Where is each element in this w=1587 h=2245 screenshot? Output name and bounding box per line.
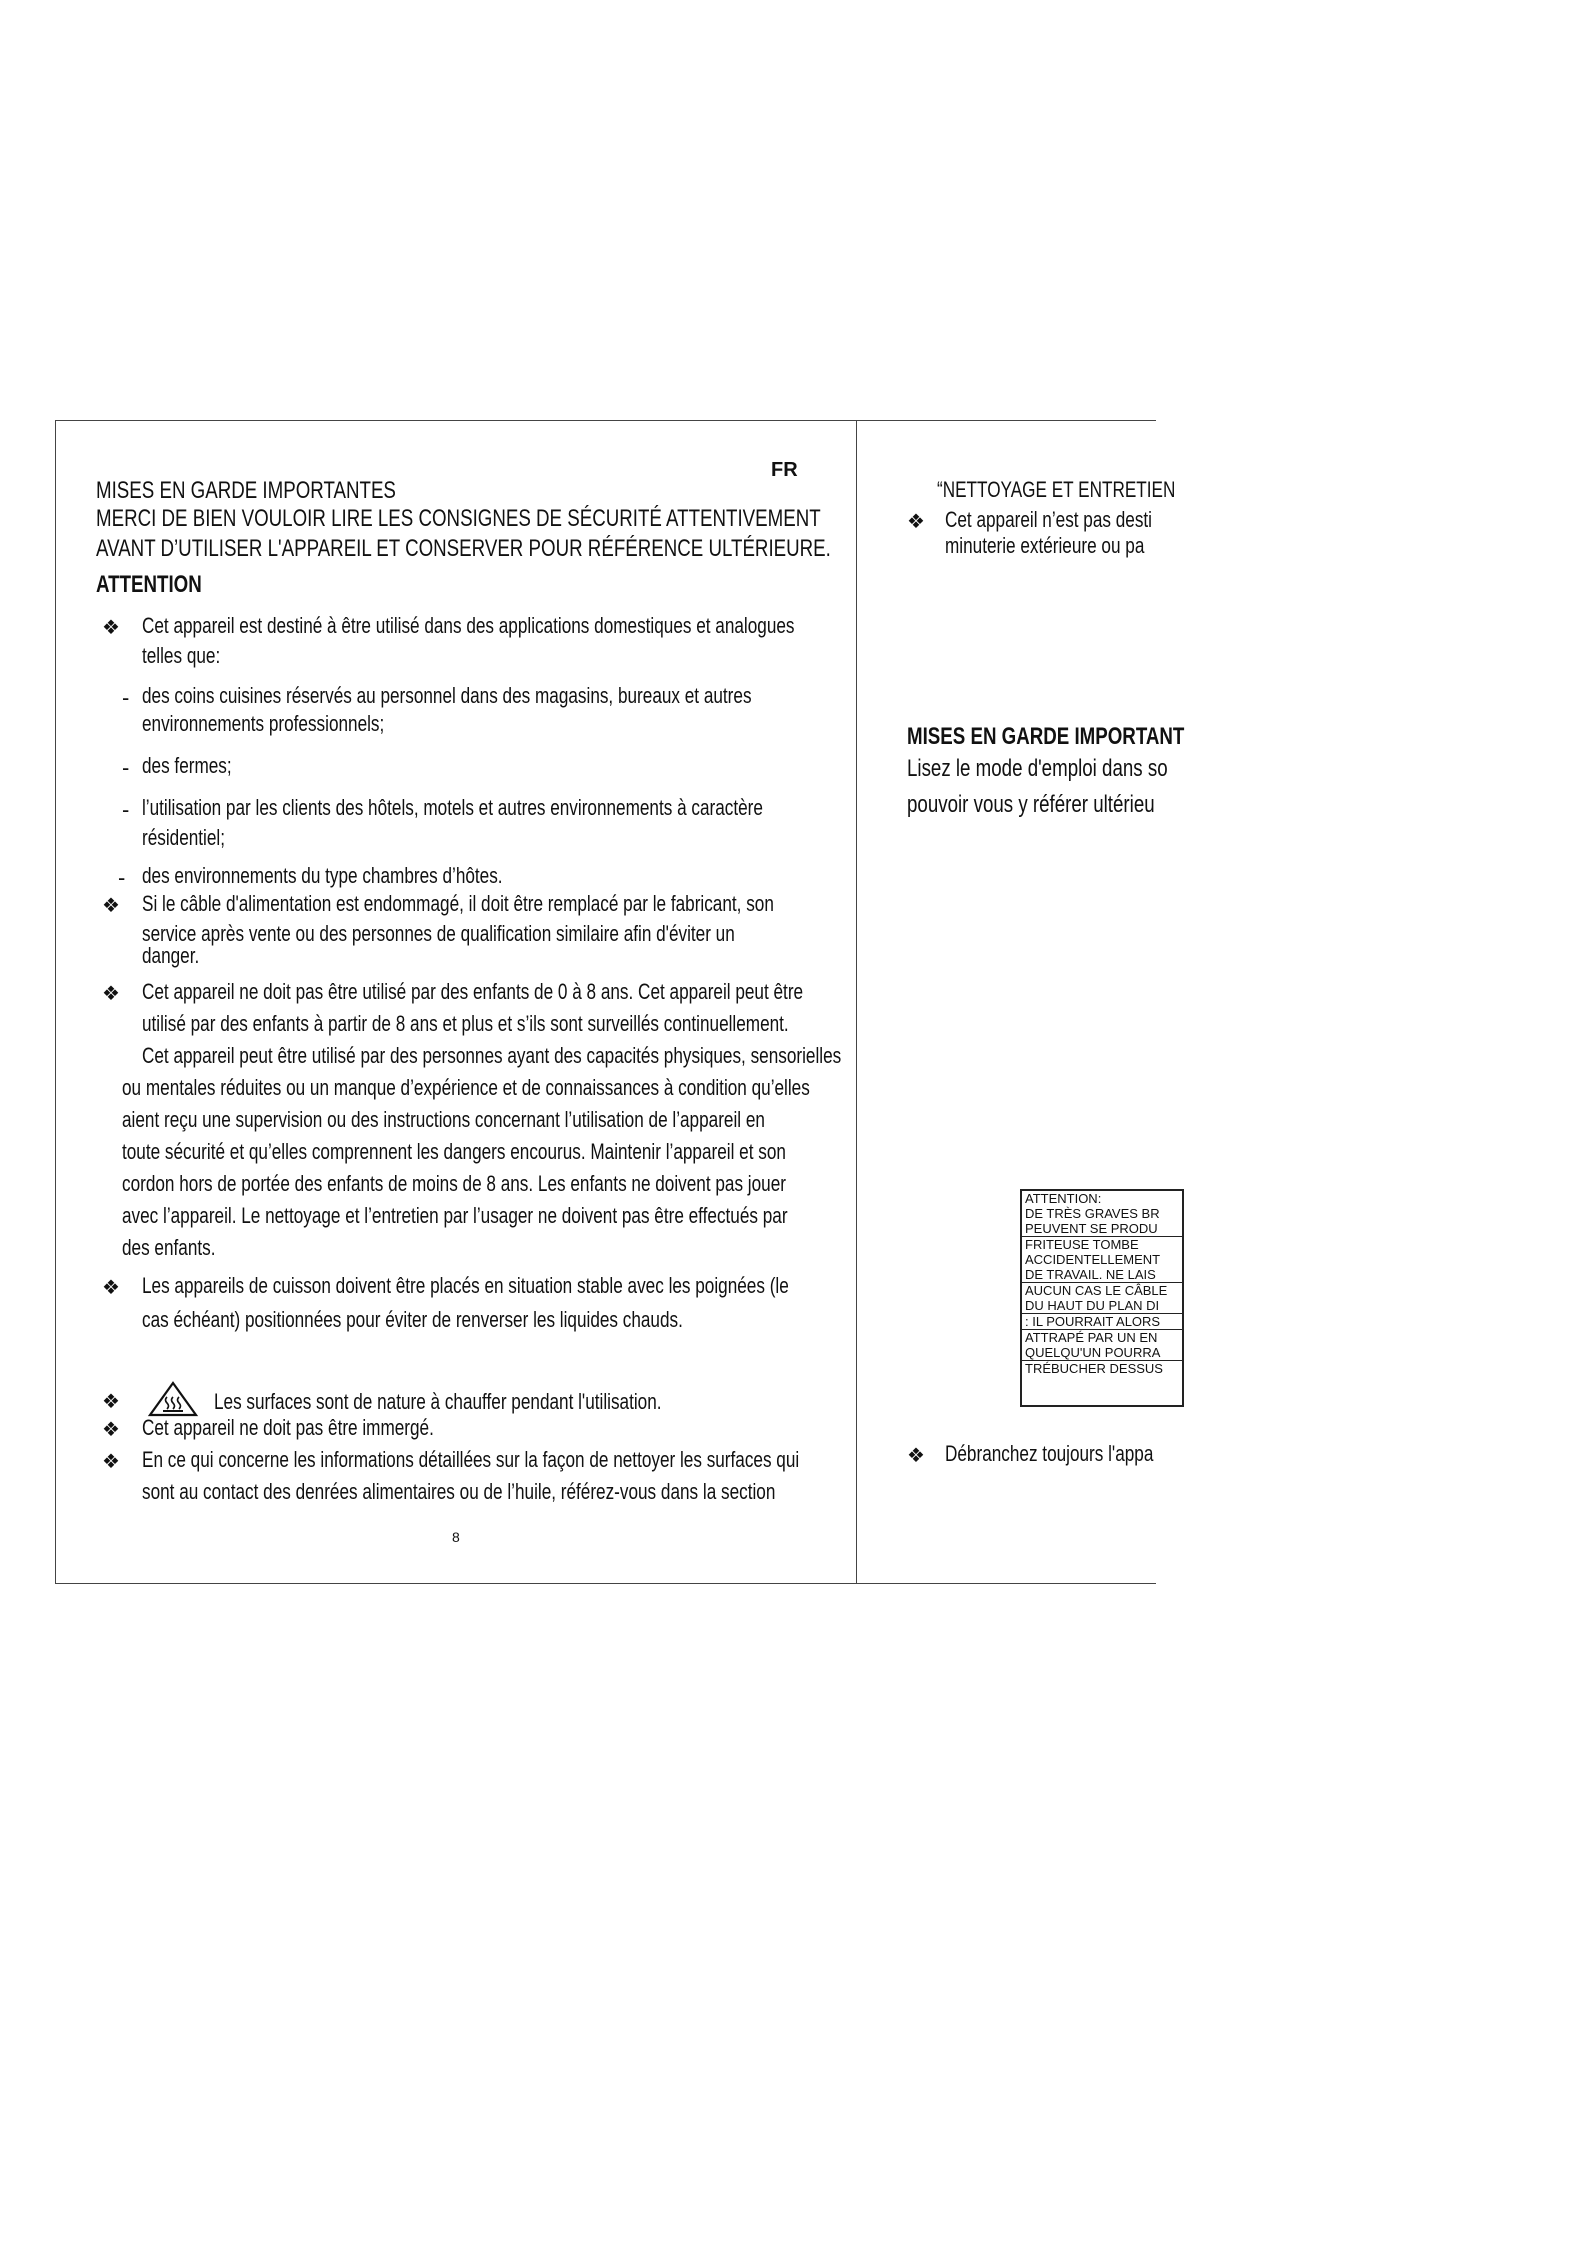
page-title: MISES EN GARDE IMPORTANTES bbox=[96, 477, 396, 504]
right-paragraph-1-line-1: Cet appareil n’est pas desti bbox=[945, 507, 1152, 532]
warning-line: FRITEUSE TOMBE bbox=[1022, 1236, 1182, 1252]
warning-line: PEUVENT SE PRODU bbox=[1025, 1221, 1158, 1236]
instruction-line-2: AVANT D’UTILISER L'APPAREIL ET CONSERVER POUR RÉFÉRENCE ULTÉRIEURE. bbox=[96, 535, 831, 562]
warning-line: TRÉBUCHER DESSUS bbox=[1022, 1360, 1182, 1376]
warning-line: ATTENTION: bbox=[1025, 1191, 1102, 1206]
paragraph-3-line-3: Cet appareil peut être utilisé par des personnes ayant des capacités physiques, sensorielles bbox=[142, 1043, 842, 1068]
dash-item-1-line-1: des coins cuisines réservés au personnel dans des magasins, bureaux et autres bbox=[142, 683, 752, 708]
dash-marker: - bbox=[122, 797, 130, 822]
warning-line: DE TRAVAIL. NE LAIS bbox=[1025, 1267, 1156, 1282]
right-paragraph-2-line-1: Lisez le mode d'emploi dans so bbox=[907, 755, 1168, 782]
paragraph-2-line-2: service après vente ou des personnes de qualification similaire afin d'éviter un bbox=[142, 921, 735, 946]
paragraph-3-line-5: aient reçu une supervision ou des instructions concernant l’utilisation de l’appareil en bbox=[122, 1107, 765, 1132]
warning-line: ATTRAPÉ PAR UN EN bbox=[1022, 1329, 1182, 1345]
diamond-bullet-icon: ❖ bbox=[102, 893, 120, 917]
attention-heading: ATTENTION bbox=[96, 571, 202, 598]
right-page bbox=[857, 421, 1185, 1583]
paragraph-3-line-7: cordon hors de portée des enfants de moins de 8 ans. Les enfants ne doivent pas jouer bbox=[122, 1171, 786, 1196]
right-paragraph-3: Débranchez toujours l'appa bbox=[945, 1441, 1154, 1466]
paragraph-7-line-1: En ce qui concerne les informations détaillées sur la façon de nettoyer les surfaces qui bbox=[142, 1447, 800, 1472]
warning-line: ACCIDENTELLEMENT bbox=[1025, 1252, 1161, 1267]
dash-item-1-line-2: environnements professionnels; bbox=[142, 711, 385, 736]
right-paragraph-2-line-2: pouvoir vous y référer ultérieu bbox=[907, 791, 1155, 818]
dash-item-3-line-2: résidentiel; bbox=[142, 825, 225, 850]
instruction-line-1: MERCI DE BIEN VOULOIR LIRE LES CONSIGNES DE SÉCURITÉ ATTENTIVEMENT bbox=[96, 505, 821, 532]
diamond-bullet-icon: ❖ bbox=[102, 1417, 120, 1441]
paragraph-3-line-9: des enfants. bbox=[122, 1235, 216, 1260]
diamond-bullet-icon: ❖ bbox=[102, 1275, 120, 1299]
paragraph-6: Cet appareil ne doit pas être immergé. bbox=[142, 1415, 434, 1440]
page-number: 8 bbox=[452, 1529, 460, 1545]
manual-spread bbox=[55, 420, 1185, 1584]
paragraph-4-line-2: cas échéant) positionnées pour éviter de renverser les liquides chauds. bbox=[142, 1307, 683, 1332]
dash-marker: - bbox=[122, 755, 130, 780]
dash-item-2: des fermes; bbox=[142, 753, 232, 778]
paragraph-3-line-6: toute sécurité et qu’elles comprennent les dangers encourus. Maintenir l’appareil et son bbox=[122, 1139, 786, 1164]
diamond-bullet-icon: ❖ bbox=[102, 1389, 120, 1413]
dash-marker: - bbox=[122, 685, 130, 710]
paragraph-3-line-2: utilisé par des enfants à partir de 8 ans et plus et s’ils sont surveillés continuellement. bbox=[142, 1011, 789, 1036]
diamond-bullet-icon: ❖ bbox=[907, 1443, 925, 1467]
paragraph-7-line-2: sont au contact des denrées alimentaires ou de l’huile, référez-vous dans la section bbox=[142, 1479, 776, 1504]
right-section-heading: “NETTOYAGE ET ENTRETIEN bbox=[937, 477, 1176, 502]
warning-line: : IL POURRAIT ALORS bbox=[1022, 1313, 1182, 1329]
paragraph-3-line-4: ou mentales réduites ou un manque d’expérience et de connaissances à condition qu’elles bbox=[122, 1075, 810, 1100]
paragraph-2-line-1: Si le câble d'alimentation est endommagé, il doit être remplacé par le fabricant, son bbox=[142, 891, 774, 916]
warning-line: AUCUN CAS LE CÂBLE bbox=[1022, 1282, 1182, 1298]
paragraph-2-line-3: danger. bbox=[142, 943, 200, 968]
diamond-bullet-icon: ❖ bbox=[102, 615, 120, 639]
warning-line: DE TRÈS GRAVES BR bbox=[1025, 1206, 1160, 1221]
dash-item-4: des environnements du type chambres d’hôtes. bbox=[142, 863, 503, 888]
paragraph-4-line-1: Les appareils de cuisson doivent être placés en situation stable avec les poignées (le bbox=[142, 1273, 789, 1298]
right-heading: MISES EN GARDE IMPORTANT bbox=[907, 723, 1185, 750]
paragraph-1-line-1: Cet appareil est destiné à être utilisé dans des applications domestiques et analogues bbox=[142, 613, 795, 638]
warning-line: DU HAUT DU PLAN DI bbox=[1025, 1298, 1160, 1313]
left-page bbox=[56, 421, 856, 1583]
diamond-bullet-icon: ❖ bbox=[907, 509, 925, 533]
warning-line: QUELQU'UN POURRA bbox=[1025, 1345, 1161, 1360]
dash-marker: - bbox=[118, 865, 126, 890]
paragraph-5: Les surfaces sont de nature à chauffer pendant l'utilisation. bbox=[214, 1389, 662, 1414]
language-code: FR bbox=[771, 459, 798, 481]
right-paragraph-1-line-2: minuterie extérieure ou pa bbox=[945, 533, 1145, 558]
diamond-bullet-icon: ❖ bbox=[102, 1449, 120, 1473]
paragraph-3-line-1: Cet appareil ne doit pas être utilisé par des enfants de 0 à 8 ans. Cet appareil peut être bbox=[142, 979, 804, 1004]
dash-item-3-line-1: l’utilisation par les clients des hôtels, motels et autres environnements à caractère bbox=[142, 795, 763, 820]
diamond-bullet-icon: ❖ bbox=[102, 981, 120, 1005]
paragraph-3-line-8: avec l’appareil. Le nettoyage et l’entretien par l’usager ne doivent pas être effectués par bbox=[122, 1203, 788, 1228]
paragraph-1-line-2: telles que: bbox=[142, 643, 221, 668]
warning-label-box bbox=[1020, 1189, 1184, 1407]
hot-surface-warning-icon bbox=[148, 1381, 198, 1417]
